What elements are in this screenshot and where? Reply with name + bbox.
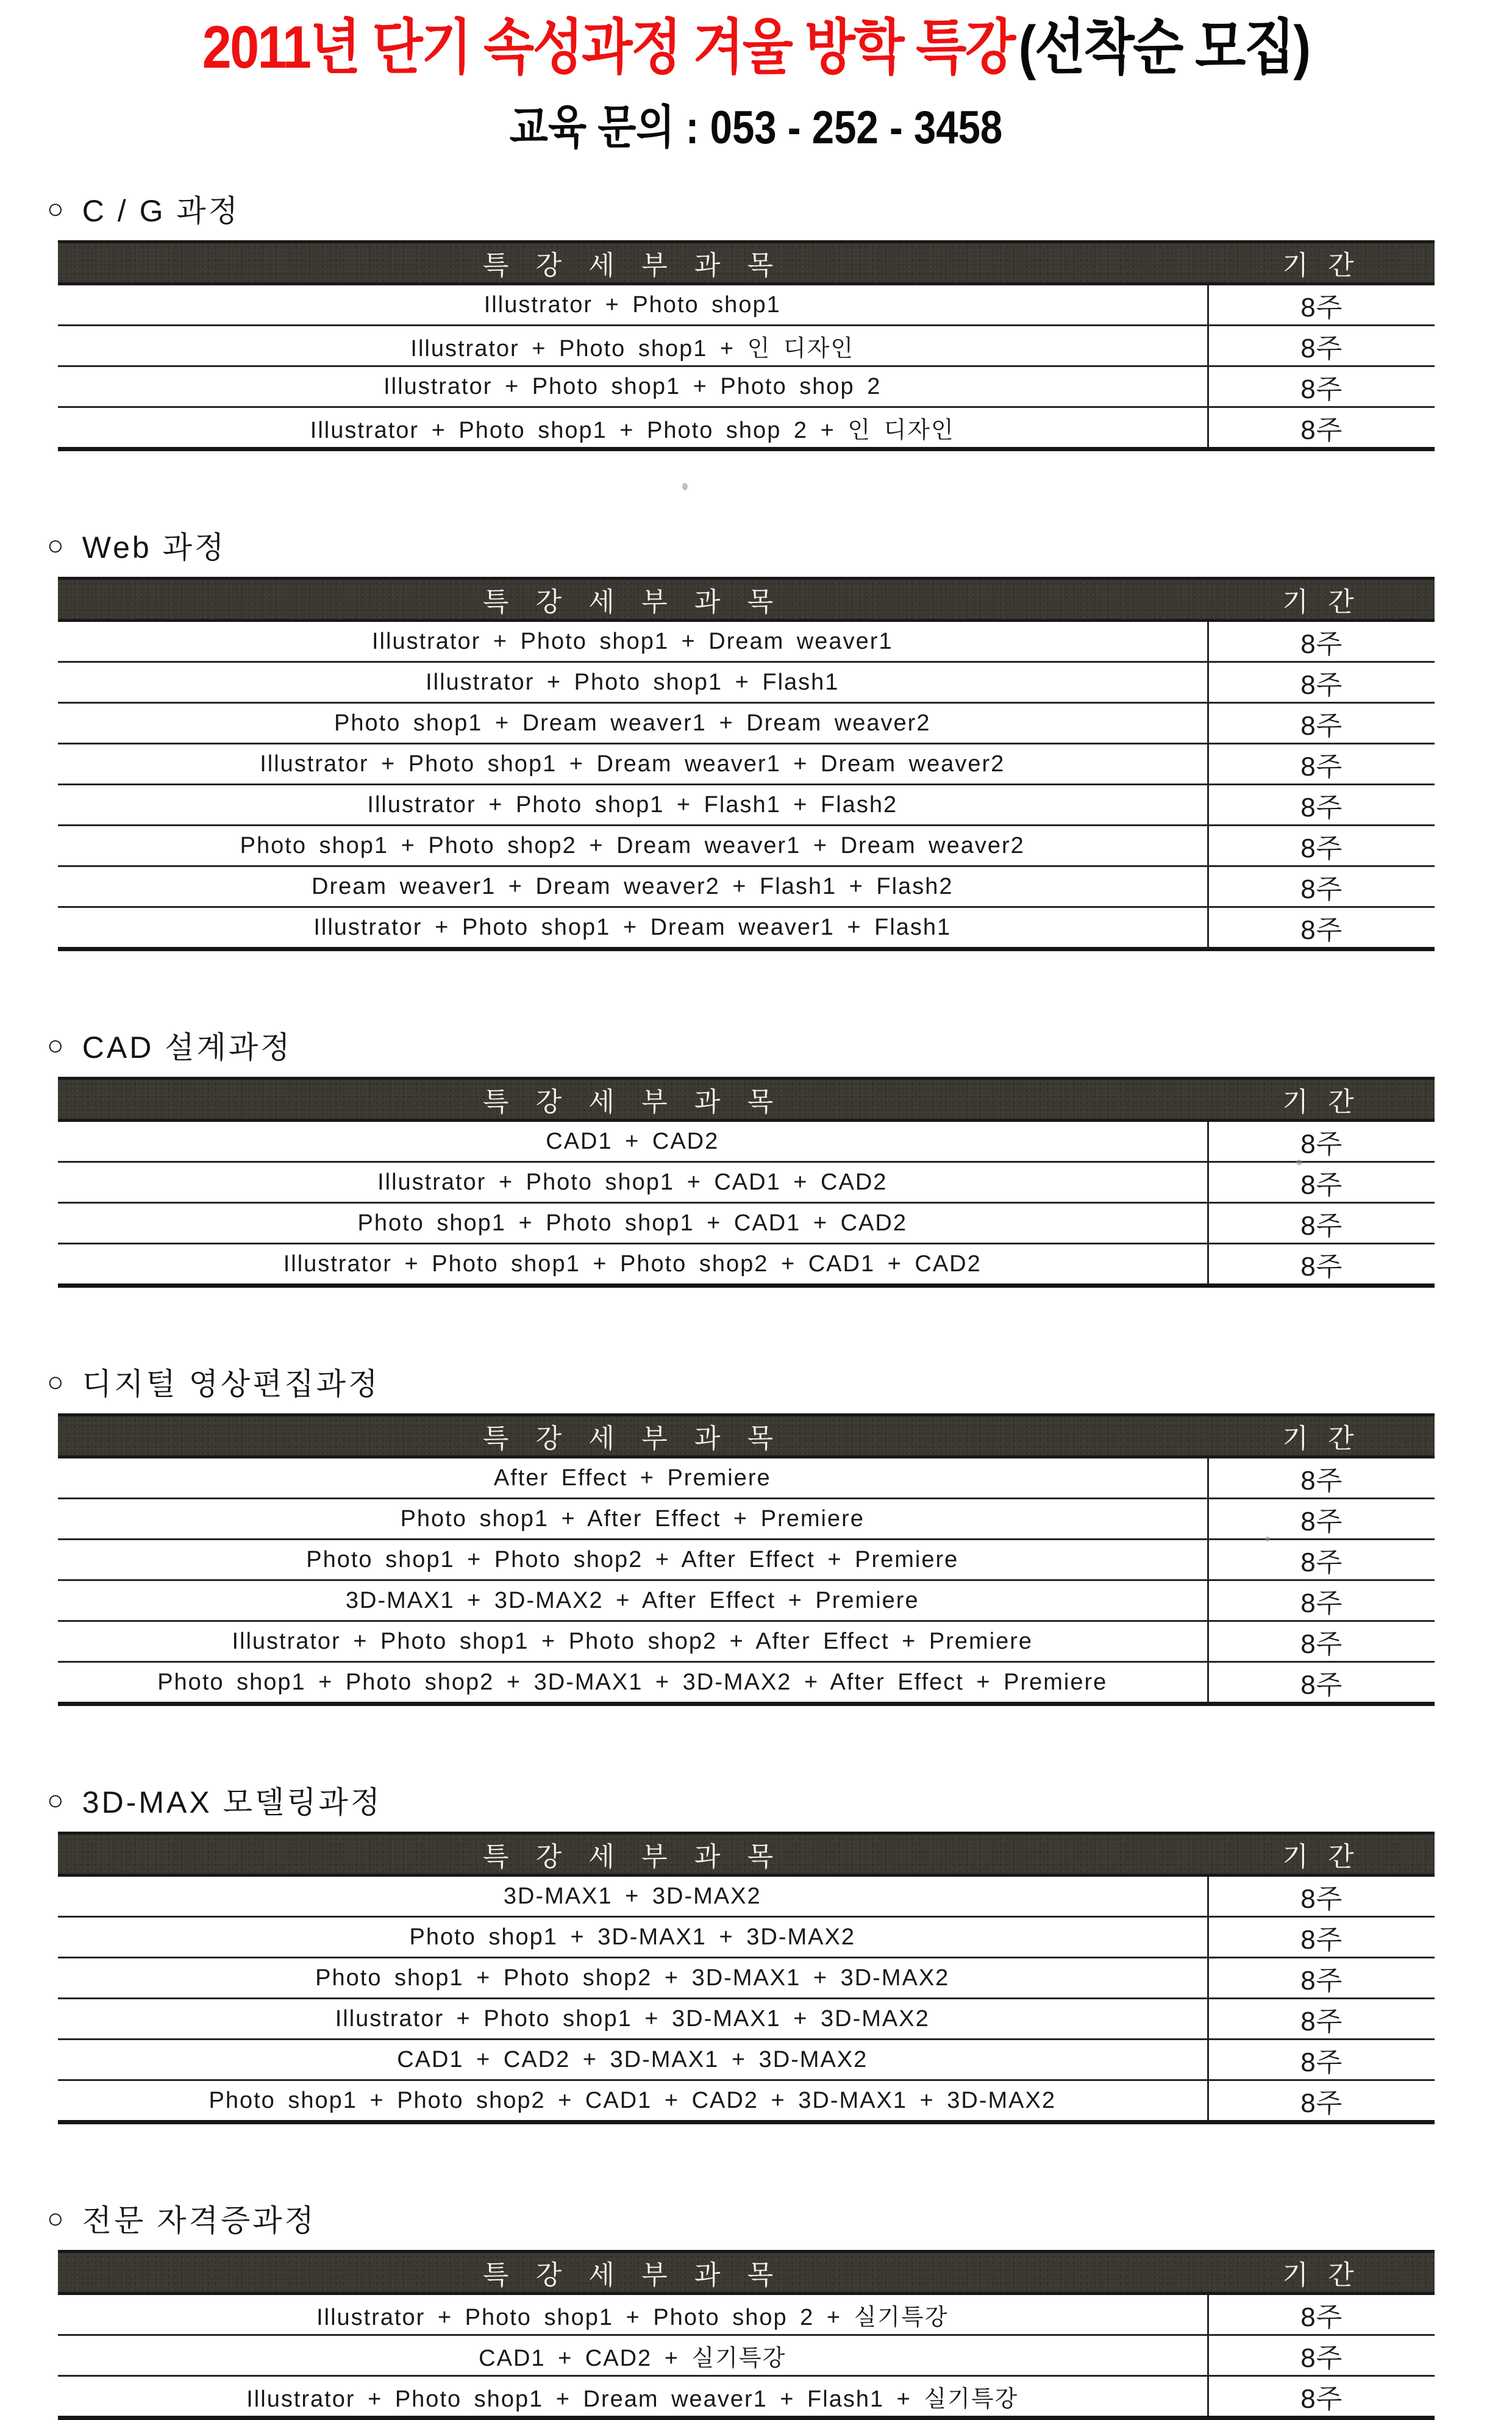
- period-column-header: 기 간: [1208, 1079, 1435, 1121]
- subject-cell: Photo shop1 + Photo shop2 + CAD1 + CAD2 + 3D-MAX1 + 3D-MAX2: [58, 2080, 1208, 2122]
- period-cell: 8주: [1208, 1203, 1435, 1244]
- section-heading-line: [47, 1360, 1435, 1404]
- table-row: [58, 1457, 1435, 1499]
- table-row: [58, 1958, 1435, 1999]
- period-cell: 8주: [1208, 1958, 1435, 1999]
- subject-cell: Photo shop1 + Photo shop2 + 3D-MAX1 + 3D-MAX2: [58, 1958, 1208, 1999]
- section-heading-line: [47, 1023, 1435, 1067]
- table-row: [58, 2294, 1435, 2335]
- table-body: [58, 621, 1435, 949]
- table-row: [58, 621, 1435, 662]
- course-section: [47, 1023, 1435, 1288]
- table-row: [58, 2040, 1435, 2080]
- course-section: [47, 523, 1435, 951]
- table-row: [58, 1999, 1435, 2040]
- table-row: [58, 866, 1435, 907]
- period-cell: 8주: [1208, 1917, 1435, 1958]
- section-heading-line: [47, 2196, 1435, 2240]
- course-section: [47, 187, 1435, 451]
- subject-column-header: 특 강 세 부 과 목: [58, 579, 1208, 621]
- course-sections: [47, 187, 1435, 2420]
- table-body: [58, 1457, 1435, 1704]
- subject-cell: Photo shop1 + Dream weaver1 + Dream weaver2: [58, 703, 1208, 744]
- table-row: [58, 907, 1435, 949]
- subject-cell: Illustrator + Photo shop1 + Flash1 + Flash2: [58, 785, 1208, 826]
- table-header-row: [58, 1415, 1435, 1457]
- course-section: [47, 1360, 1435, 1706]
- period-cell: 8주: [1208, 2080, 1435, 2122]
- period-cell: 8주: [1208, 703, 1435, 744]
- period-column-header: 기 간: [1208, 579, 1435, 621]
- subject-cell: Illustrator + Photo shop1 + CAD1 + CAD2: [58, 1162, 1208, 1203]
- table-row: [58, 2335, 1435, 2376]
- title-main-text: 2011년 단기 속성과정 겨울 방학 특강: [202, 13, 1015, 80]
- subject-cell: Illustrator + Photo shop1 + Dream weaver1 + Dream weaver2: [58, 744, 1208, 785]
- period-cell: 8주: [1208, 785, 1435, 826]
- period-cell: 8주: [1208, 907, 1435, 949]
- period-cell: 8주: [1208, 1621, 1435, 1662]
- subject-cell: Photo shop1 + Photo shop2 + Dream weaver1 + Dream weaver2: [58, 826, 1208, 866]
- period-column-header: 기 간: [1208, 2252, 1435, 2294]
- section-bullet-icon: ○: [47, 529, 66, 561]
- section-bullet-icon: ○: [47, 1366, 66, 1397]
- period-cell: 8주: [1208, 1121, 1435, 1162]
- period-column-header: 기 간: [1208, 1833, 1435, 1876]
- section-bullet-icon: ○: [47, 1029, 66, 1061]
- section-bullet-icon: ○: [47, 1784, 66, 1816]
- section-heading: CAD 설계과정: [82, 1030, 293, 1065]
- period-cell: 8주: [1208, 826, 1435, 866]
- table-header-row: [58, 242, 1435, 284]
- table-row: [58, 1162, 1435, 1203]
- period-cell: 8주: [1208, 1244, 1435, 1286]
- table-body: [58, 2294, 1435, 2418]
- subject-cell: After Effect + Premiere: [58, 1457, 1208, 1499]
- section-bullet-icon: ○: [47, 2202, 66, 2234]
- subject-cell: Dream weaver1 + Dream weaver2 + Flash1 + Flash2: [58, 866, 1208, 907]
- table-body: [58, 1121, 1435, 1286]
- subject-cell: Illustrator + Photo shop1 + Dream weaver1 + Flash1 + 실기특강: [58, 2376, 1208, 2418]
- course-table: [58, 1413, 1435, 1706]
- table-header-row: [58, 1079, 1435, 1121]
- scan-artifact: [1265, 1537, 1270, 1541]
- period-cell: 8주: [1208, 744, 1435, 785]
- period-cell: 8주: [1208, 1540, 1435, 1580]
- subject-column-header: 특 강 세 부 과 목: [58, 1833, 1208, 1876]
- subject-cell: Photo shop1 + After Effect + Premiere: [58, 1499, 1208, 1540]
- section-heading: 3D-MAX 모델링과정: [82, 1785, 383, 1819]
- period-cell: 8주: [1208, 1457, 1435, 1499]
- course-section: [47, 1778, 1435, 2124]
- period-column-header: 기 간: [1208, 1415, 1435, 1457]
- section-heading: C / G 과정: [82, 194, 240, 228]
- table-row: [58, 1121, 1435, 1162]
- table-row: [58, 1203, 1435, 1244]
- subject-cell: Illustrator + Photo shop1 + Photo shop2 + After Effect + Premiere: [58, 1621, 1208, 1662]
- period-cell: 8주: [1208, 662, 1435, 703]
- period-cell: 8주: [1208, 284, 1435, 326]
- table-row: [58, 1540, 1435, 1580]
- table-row: [58, 785, 1435, 826]
- period-cell: 8주: [1208, 2294, 1435, 2335]
- table-row: [58, 2376, 1435, 2418]
- subject-cell: Illustrator + Photo shop1 + Flash1: [58, 662, 1208, 703]
- section-bullet-icon: ○: [47, 193, 66, 224]
- table-row: [58, 284, 1435, 326]
- subject-column-header: 특 강 세 부 과 목: [58, 2252, 1208, 2294]
- table-row: [58, 1876, 1435, 1917]
- period-cell: 8주: [1208, 866, 1435, 907]
- table-row: [58, 366, 1435, 407]
- period-cell: 8주: [1208, 1580, 1435, 1621]
- section-heading-line: [47, 1778, 1435, 1822]
- period-cell: 8주: [1208, 2376, 1435, 2418]
- table-body: [58, 284, 1435, 449]
- course-table: [58, 1832, 1435, 2124]
- subject-column-header: 특 강 세 부 과 목: [58, 1079, 1208, 1121]
- section-heading: 전문 자격증과정: [82, 2204, 316, 2238]
- table-row: [58, 1499, 1435, 1540]
- subject-cell: Illustrator + Photo shop1 + Photo shop2 + CAD1 + CAD2: [58, 1244, 1208, 1286]
- period-cell: 8주: [1208, 621, 1435, 662]
- subject-cell: Illustrator + Photo shop1 + Dream weaver1: [58, 621, 1208, 662]
- course-table: [58, 577, 1435, 951]
- period-cell: 8주: [1208, 2040, 1435, 2080]
- subject-column-header: 특 강 세 부 과 목: [58, 1415, 1208, 1457]
- section-heading: Web 과정: [82, 530, 227, 565]
- document-title: [0, 0, 1512, 80]
- subject-cell: 3D-MAX1 + 3D-MAX2: [58, 1876, 1208, 1917]
- subject-cell: Photo shop1 + Photo shop1 + CAD1 + CAD2: [58, 1203, 1208, 1244]
- course-table: [58, 1077, 1435, 1288]
- table-body: [58, 1876, 1435, 2122]
- table-row: [58, 826, 1435, 866]
- contact-line: [0, 102, 1512, 154]
- period-cell: 8주: [1208, 1999, 1435, 2040]
- course-table: [58, 2250, 1435, 2420]
- period-cell: 8주: [1208, 1499, 1435, 1540]
- section-heading-line: [47, 187, 1435, 230]
- subject-cell: Illustrator + Photo shop1 + Photo shop 2 + 실기특강: [58, 2294, 1208, 2335]
- document-title-inner: [202, 13, 1310, 80]
- table-row: [58, 326, 1435, 366]
- subject-cell: Illustrator + Photo shop1 + 인 디자인: [58, 326, 1208, 366]
- table-row: [58, 1662, 1435, 1704]
- title-paren-text: (선착순 모집): [1019, 13, 1310, 80]
- table-row: [58, 1580, 1435, 1621]
- course-table: [58, 240, 1435, 451]
- subject-cell: Illustrator + Photo shop1: [58, 284, 1208, 326]
- table-row: [58, 1621, 1435, 1662]
- section-heading: 디지털 영상편집과정: [82, 1367, 380, 1401]
- scan-artifact: [682, 483, 688, 490]
- subject-cell: Illustrator + Photo shop1 + Photo shop 2: [58, 366, 1208, 407]
- subject-cell: 3D-MAX1 + 3D-MAX2 + After Effect + Premiere: [58, 1580, 1208, 1621]
- subject-cell: Photo shop1 + Photo shop2 + 3D-MAX1 + 3D-MAX2 + After Effect + Premiere: [58, 1662, 1208, 1704]
- table-row: [58, 744, 1435, 785]
- period-cell: 8주: [1208, 1162, 1435, 1203]
- period-cell: 8주: [1208, 366, 1435, 407]
- period-cell: 8주: [1208, 1876, 1435, 1917]
- subject-cell: Photo shop1 + 3D-MAX1 + 3D-MAX2: [58, 1917, 1208, 1958]
- subject-cell: Photo shop1 + Photo shop2 + After Effect + Premiere: [58, 1540, 1208, 1580]
- table-row: [58, 1917, 1435, 1958]
- table-row: [58, 662, 1435, 703]
- subject-cell: CAD1 + CAD2: [58, 1121, 1208, 1162]
- table-row: [58, 2080, 1435, 2122]
- table-row: [58, 703, 1435, 744]
- course-section: [47, 2196, 1435, 2420]
- subject-column-header: 특 강 세 부 과 목: [58, 242, 1208, 284]
- period-cell: 8주: [1208, 1662, 1435, 1704]
- period-cell: 8주: [1208, 2335, 1435, 2376]
- subject-cell: Illustrator + Photo shop1 + Photo shop 2 + 인 디자인: [58, 407, 1208, 449]
- table-row: [58, 1244, 1435, 1286]
- section-heading-line: [47, 523, 1435, 567]
- table-header-row: [58, 2252, 1435, 2294]
- contact-text: 교육 문의 : 053 - 252 - 3458: [509, 102, 1003, 154]
- subject-cell: Illustrator + Photo shop1 + Dream weaver1 + Flash1: [58, 907, 1208, 949]
- subject-cell: CAD1 + CAD2 + 3D-MAX1 + 3D-MAX2: [58, 2040, 1208, 2080]
- period-cell: 8주: [1208, 407, 1435, 449]
- subject-cell: Illustrator + Photo shop1 + 3D-MAX1 + 3D-MAX2: [58, 1999, 1208, 2040]
- period-cell: 8주: [1208, 326, 1435, 366]
- table-row: [58, 407, 1435, 449]
- subject-cell: CAD1 + CAD2 + 실기특강: [58, 2335, 1208, 2376]
- table-header-row: [58, 579, 1435, 621]
- table-header-row: [58, 1833, 1435, 1876]
- period-column-header: 기 간: [1208, 242, 1435, 284]
